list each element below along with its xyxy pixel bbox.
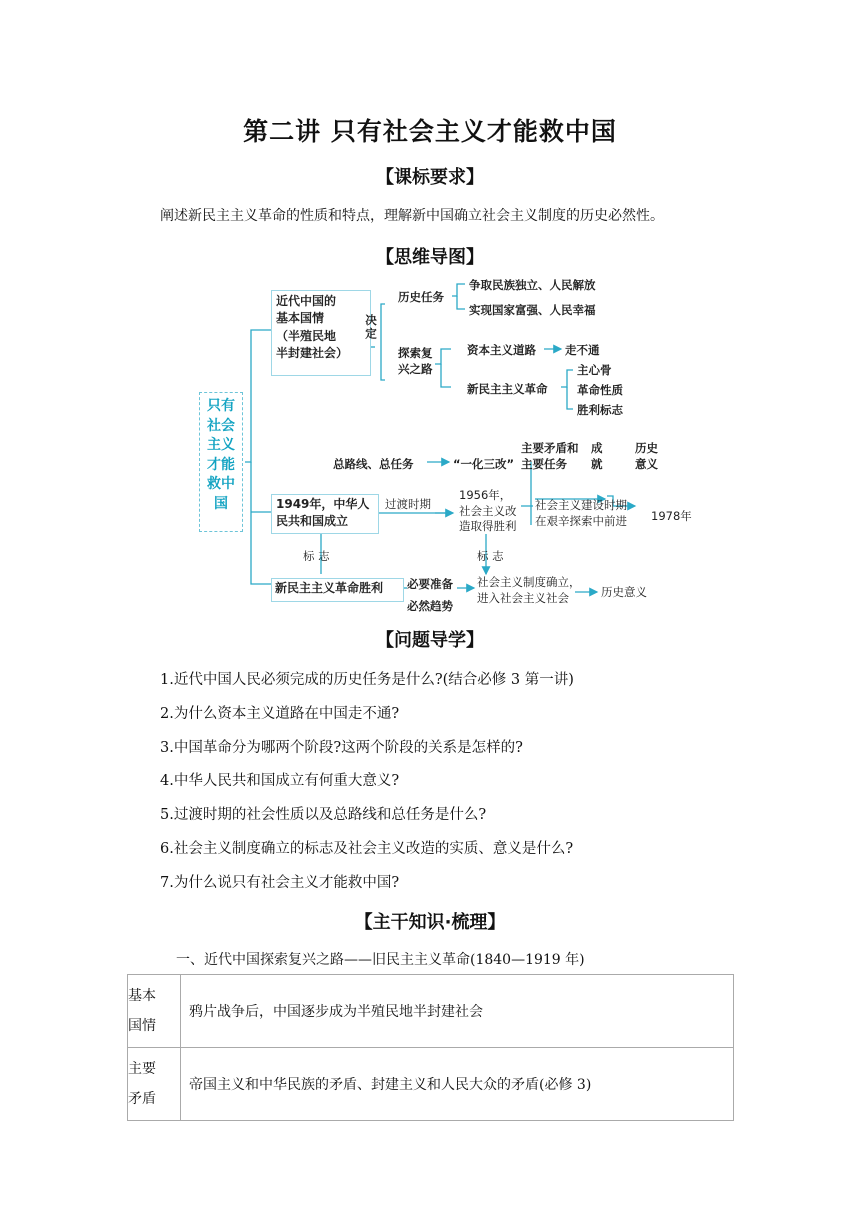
box-revolution-victory: 新民主主义革命胜利 — [271, 578, 404, 602]
table-row — [128, 975, 734, 1048]
section-guide-heading: 【问题导学】 — [376, 630, 484, 651]
label-line: 历史 — [635, 441, 658, 455]
label-line: 造取得胜利 — [459, 519, 517, 534]
label-line: 进入社会主义社会 — [477, 591, 569, 606]
table-value-cell: 帝国主义和中华民族的矛盾、封建主义和人民大众的矛盾(必修 3) — [181, 1048, 734, 1121]
label-line: 主要任务 — [521, 457, 567, 472]
table-key-cell — [128, 975, 181, 1048]
box-line: （半殖民地 — [276, 328, 337, 343]
question-item: 3.中国革命分为哪两个阶段?这两个阶段的关系是怎样的? — [160, 740, 523, 756]
label-line: 兴之路 — [398, 361, 433, 376]
label-one-three: “一化三改” — [453, 457, 515, 471]
label-1956 — [459, 488, 517, 535]
section-knowledge-heading: 【主干知识·梳理】 — [354, 912, 506, 933]
label-line: 在艰辛探索中前进 — [535, 514, 627, 529]
page-title: 第二讲 只有社会主义才能救中国 — [243, 117, 617, 146]
curriculum-text: 阐述新民主主义革命的性质和特点，理解新中国确立社会主义制度的历史必然性。 — [160, 208, 664, 224]
label-historical-meaning-top — [635, 440, 658, 472]
root-line: 才能 — [207, 456, 235, 473]
label-necessary-prep: 必要准备 — [407, 577, 453, 591]
knowledge-table — [127, 974, 734, 1121]
question-item: 7.为什么说只有社会主义才能救中国? — [160, 875, 400, 891]
section-curriculum-heading: 【课标要求】 — [376, 167, 484, 188]
question-item: 2.为什么资本主义道路在中国走不通? — [160, 706, 400, 722]
label-nd-item: 革命性质 — [577, 383, 623, 397]
box-line: 半封建社会） — [276, 346, 349, 361]
label-new-democratic: 新民主主义革命 — [467, 382, 548, 396]
label-line: 成 — [591, 441, 603, 455]
label-main-contradiction — [521, 440, 579, 472]
box-national-conditions — [271, 290, 371, 376]
root-line: 主义 — [207, 437, 235, 454]
label-nd-item: 胜利标志 — [577, 403, 623, 417]
question-item: 1.近代中国人民必须完成的历史任务是什么?(结合必修 3 第一讲) — [160, 672, 574, 688]
label-line: 意义 — [635, 457, 658, 472]
label-capitalist-road: 资本主义道路 — [467, 343, 536, 357]
question-item: 4.中华人民共和国成立有何重大意义? — [160, 773, 400, 789]
label-decide: 决定 — [364, 314, 378, 341]
root-line: 救中 — [207, 476, 235, 493]
subheading: 一、近代中国探索复兴之路——旧民主主义革命(1840—1919 年) — [176, 952, 585, 968]
label-inevitable-trend: 必然趋势 — [407, 599, 453, 613]
root-line: 只有 — [207, 398, 235, 414]
root-line: 国 — [214, 495, 228, 512]
label-dead-end: 走不通 — [565, 343, 600, 357]
box-line: 民共和国成立 — [276, 514, 349, 529]
label-construction — [535, 497, 627, 529]
table-value-cell: 鸦片战争后，中国逐步成为半殖民地半封建社会 — [181, 975, 734, 1048]
mindmap-root — [199, 392, 243, 532]
key-line: 基本 — [128, 988, 156, 1004]
label-history-task: 历史任务 — [398, 290, 444, 304]
label-mark: 标 志 — [477, 549, 504, 563]
label-nd-item: 主心骨 — [577, 363, 612, 377]
box-line: 近代中国的 — [276, 294, 337, 308]
box-line: 1949年，中华人 — [276, 497, 370, 511]
label-task2: 实现国家富强、人民幸福 — [469, 303, 596, 317]
mind-map — [195, 272, 715, 617]
label-line: 1956年， — [459, 488, 512, 502]
label-line: 社会主义建设时期 — [535, 498, 627, 512]
box-line: 基本国情 — [276, 311, 325, 326]
label-explore — [398, 346, 433, 377]
box-prc-founding — [271, 494, 379, 534]
label-line: 主要矛盾和 — [521, 441, 579, 455]
question-item: 6.社会主义制度确立的标志及社会主义改造的实质、意义是什么? — [160, 841, 574, 857]
key-line: 国情 — [128, 1018, 156, 1034]
label-established — [477, 574, 581, 606]
label-line: 探索复 — [398, 346, 433, 360]
label-mark: 标 志 — [303, 549, 330, 563]
table-key-cell — [128, 1048, 181, 1121]
question-item: 5.过渡时期的社会性质以及总路线和总任务是什么? — [160, 807, 487, 823]
table-row — [128, 1048, 734, 1121]
label-general-line: 总路线、总任务 — [333, 457, 414, 471]
label-transition: 过渡时期 — [385, 497, 431, 511]
key-line: 主要 — [128, 1061, 156, 1077]
root-line: 社会 — [207, 417, 235, 434]
label-achievement — [591, 440, 603, 472]
label-line: 就 — [591, 457, 603, 472]
label-task1: 争取民族独立、人民解放 — [469, 278, 596, 292]
label-historical-meaning: 历史意义 — [601, 585, 647, 599]
section-mindmap-heading: 【思维导图】 — [376, 247, 484, 268]
label-1978: 1978年 — [651, 509, 692, 523]
label-line: 社会主义改 — [459, 503, 517, 518]
label-line: 社会主义制度确立， — [477, 575, 581, 589]
key-line: 矛盾 — [128, 1091, 156, 1107]
